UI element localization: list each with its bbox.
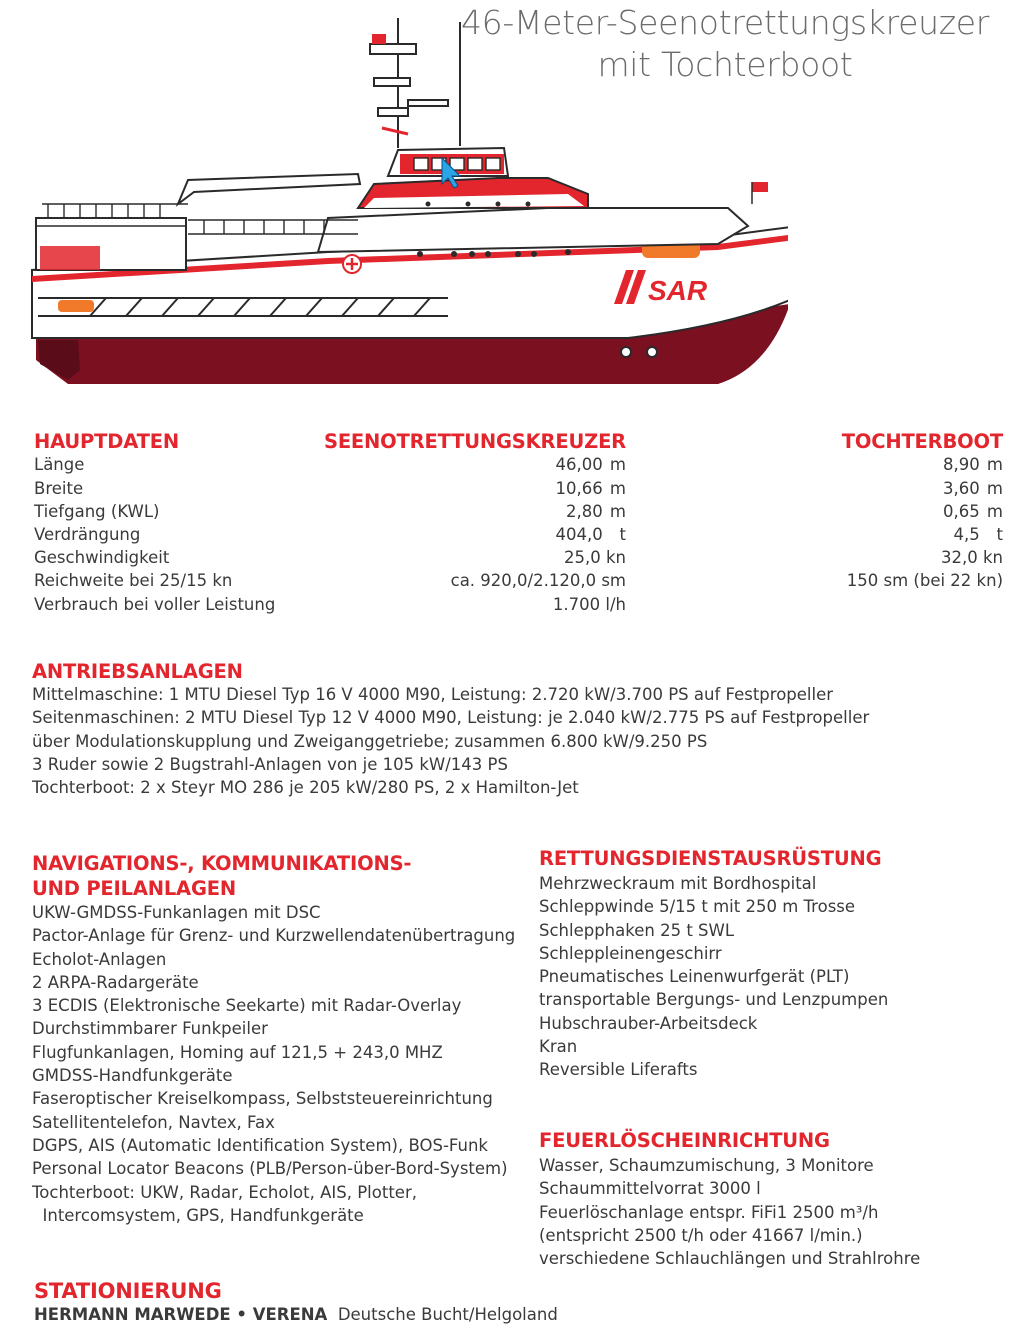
kreuzer-unit: m xyxy=(609,479,626,498)
list-item: Feuerlöschanlage entspr. FiFi1 2500 m³/h xyxy=(539,1202,879,1222)
list-item: Reversible Liferafts xyxy=(539,1060,698,1080)
station-line xyxy=(34,1303,558,1326)
navigation-section xyxy=(32,851,515,1227)
tochter-value: 3,60 xyxy=(943,479,980,498)
table-cell-kreuzer: 25,0 kn xyxy=(564,548,626,567)
tochter-value: 0,65 xyxy=(943,502,980,521)
kreuzer-unit: m xyxy=(609,455,626,474)
list-item: Mehrzweckraum mit Bordhospital xyxy=(539,874,817,893)
list-item: GMDSS-Handfunkgeräte xyxy=(32,1066,233,1086)
list-item: Durchstimmbarer Funkpeiler xyxy=(32,1019,268,1039)
kreuzer-value: 404,0 xyxy=(555,525,603,544)
list-item: Pactor-Anlage für Grenz- und Kurzwellendatenübertragung xyxy=(32,926,516,946)
list-item: Satellitentelefon, Navtex, Fax xyxy=(32,1112,275,1132)
table-cell-kreuzer xyxy=(380,502,626,521)
tochter-unit: m xyxy=(986,455,1003,474)
feuer-heading: FEUERLÖSCHEINRICHTUNG xyxy=(539,1129,830,1152)
list-item: DGPS, AIS (Automatic Identification System), BOS-Funk xyxy=(32,1135,488,1155)
table-cell-tochter xyxy=(800,479,1003,498)
list-item: 2 ARPA-Radargeräte xyxy=(32,972,199,992)
antrieb-section xyxy=(32,660,869,799)
rettung-heading: RETTUNGSDIENSTAUSRÜSTUNG xyxy=(539,847,882,870)
table-row-label: Breite xyxy=(34,479,84,498)
table-cell-kreuzer: 1.700 l/h xyxy=(552,595,626,614)
kreuzer-column-heading: SEENOTRETTUNGSKREUZER xyxy=(323,430,626,453)
list-item: transportable Bergungs- und Lenzpumpen xyxy=(539,990,889,1010)
feuer-section xyxy=(539,1128,920,1270)
station-place: Deutsche Bucht/Helgoland xyxy=(337,1305,558,1324)
table-cell-kreuzer: ca. 920,0/2.120,0 sm xyxy=(450,571,626,590)
table-cell-tochter xyxy=(800,525,1003,544)
list-item: Personal Locator Beacons (PLB/Person-über-Bord-System) xyxy=(32,1159,508,1179)
orange-marker-stern xyxy=(58,300,94,312)
tochter-unit: t xyxy=(996,525,1003,544)
tochter-value: 4,5 xyxy=(953,525,980,544)
title-line-1: 46-Meter-Seenotrettungskreuzer xyxy=(460,3,990,42)
table-row-label: Geschwindigkeit xyxy=(34,548,170,567)
kreuzer-value: 46,00 xyxy=(555,455,603,474)
ship-illustration xyxy=(28,8,788,388)
list-item: Pneumatisches Leinenwurfgerät (PLT) xyxy=(539,967,850,987)
kreuzer-unit: m xyxy=(609,502,626,521)
tochter-value: 8,90 xyxy=(943,455,980,474)
table-row-label: Verdrängung xyxy=(34,525,141,544)
list-item: über Modulationskupplung und Zweiganggetriebe; zusammen 6.800 kW/9.250 PS xyxy=(32,731,708,751)
list-item: Flugfunkanlagen, Homing auf 121,5 + 243,0 MHZ xyxy=(32,1042,443,1062)
bow-flag xyxy=(752,182,768,192)
list-item: Kran xyxy=(539,1037,578,1057)
title-line-2: mit Tochterboot xyxy=(597,45,853,84)
table-row-label: Reichweite bei 25/15 kn xyxy=(34,571,233,590)
list-item: Tochterboot: UKW, Radar, Echolot, AIS, Plotter, xyxy=(32,1182,417,1202)
table-cell-tochter xyxy=(800,455,1003,474)
tochter-unit: m xyxy=(986,479,1003,498)
kreuzer-value: 2,80 xyxy=(566,502,603,521)
list-item: Intercomsystem, GPS, Handfunkgeräte xyxy=(32,1205,364,1225)
tochter-column-heading: TOCHTERBOOT xyxy=(841,430,1003,453)
table-cell-tochter: 150 sm (bei 22 kn) xyxy=(846,571,1003,590)
list-item: verschiedene Schlauchlängen und Strahlrohre xyxy=(539,1249,921,1269)
table-row-label: Tiefgang (KWL) xyxy=(34,502,160,521)
table-cell-kreuzer xyxy=(380,455,626,474)
list-item: 3 ECDIS (Elektronische Seekarte) mit Radar-Overlay xyxy=(32,996,462,1016)
table-row-label: Verbrauch bei voller Leistung xyxy=(34,595,276,614)
table-cell-kreuzer xyxy=(380,525,626,544)
list-item: Wasser, Schaumzumischung, 3 Monitore xyxy=(539,1156,874,1175)
table-cell-tochter: 32,0 kn xyxy=(941,548,1003,567)
kreuzer-value: 10,66 xyxy=(555,479,603,498)
list-item: Schaummittelvorrat 3000 l xyxy=(539,1179,761,1199)
tochter-unit: m xyxy=(986,502,1003,521)
list-item: Seitenmaschinen: 2 MTU Diesel Typ 12 V 4000 M90, Leistung: je 2.040 kW/2.775 PS auf Festpropeller xyxy=(32,708,870,728)
list-item: Tochterboot: 2 x Steyr MO 286 je 205 kW/280 PS, 2 x Hamilton-Jet xyxy=(32,778,579,798)
rettung-section xyxy=(539,846,888,1082)
navigation-heading-2: UND PEILANLAGEN xyxy=(32,877,236,900)
list-item: Hubschrauber-Arbeitsdeck xyxy=(539,1013,758,1033)
table-row-label: Länge xyxy=(34,455,85,474)
table-cell-kreuzer xyxy=(380,479,626,498)
crane xyxy=(178,174,360,204)
superstructure-lower xyxy=(318,208,748,252)
list-item: Schleppleinengeschirr xyxy=(539,943,722,963)
rudder xyxy=(38,340,80,380)
table-cell-tochter xyxy=(800,502,1003,521)
hauptdaten-heading: HAUPTDATEN xyxy=(34,430,179,453)
station-heading: STATIONIERUNG xyxy=(34,1279,222,1303)
list-item: (entspricht 2500 t/h oder 41667 l/min.) xyxy=(539,1225,863,1245)
station-names: HERMANN MARWEDE • VERENA xyxy=(34,1305,328,1324)
list-item: Schlepphaken 25 t SWL xyxy=(539,920,735,940)
list-item: Faseroptischer Kreiselkompass, Selbststeuereinrichtung xyxy=(32,1089,493,1109)
list-item: 3 Ruder sowie 2 Bugstrahl-Anlagen von je 105 kW/143 PS xyxy=(32,754,508,774)
kreuzer-unit: t xyxy=(619,525,626,544)
list-item: Mittelmaschine: 1 MTU Diesel Typ 16 V 4000 M90, Leistung: 2.720 kW/3.700 PS auf Festpropeller xyxy=(32,685,834,704)
list-item: UKW-GMDSS-Funkanlagen mit DSC xyxy=(32,903,321,922)
sar-label: SAR xyxy=(648,275,708,306)
list-item: Echolot-Anlagen xyxy=(32,949,167,969)
navigation-heading-1: NAVIGATIONS-, KOMMUNIKATIONS- xyxy=(32,852,412,875)
list-item: Schleppwinde 5/15 t mit 250 m Trosse xyxy=(539,897,856,917)
daughter-boat-area xyxy=(40,246,100,270)
antrieb-heading: ANTRIEBSANLAGEN xyxy=(32,660,243,683)
